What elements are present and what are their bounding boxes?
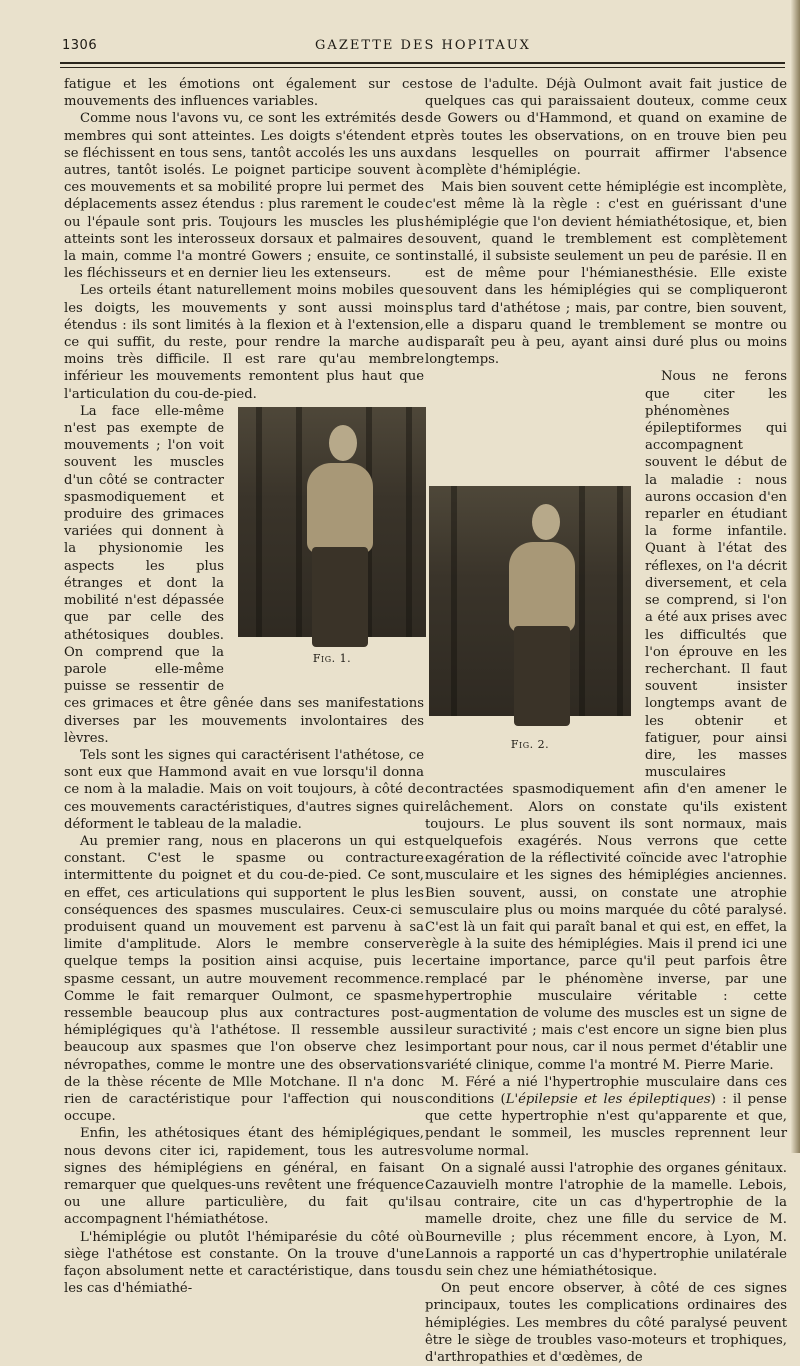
right-column xyxy=(425,76,787,1366)
text: ) : il pense que cette hypertrophie n'est qu'apparente et que, pendant le sommeil, les muscles reprennent leur volume normal. xyxy=(425,1091,787,1159)
header-rule-thin xyxy=(60,67,785,68)
paragraph: L'hémiplégie ou plutôt l'hémiparésie du côté où siège l'athétose est constante. On la trouve d'une façon absolument nette et caractéristique, dans tous les cas d'hémiathé- xyxy=(64,1229,424,1297)
paragraph: Comme nous l'avons vu, ce sont les extrémités des membres qui sont atteintes. Les doigts s'étendent et se fléchissent en tous sens, tantôt accolés les uns aux autres, tantôt isolés. Le poignet participe souvent à ces mouvements et sa mobilité propre lui permet des déplacements assez étendus : plus rarement le coude ou l'épaule sont pris. Toujours les muscles les plus atteints sont les interosseux dorsaux et palmaires de la main, comme l'a montré Gowers ; ensuite, ce sont les fléchisseurs et en dernier lieu les extenseurs. xyxy=(64,111,424,282)
paragraph: fatigue et les émotions ont également sur ces mouvements des influences variables. xyxy=(64,77,424,110)
journal-title: GAZETTE DES HOPITAUX xyxy=(315,38,531,53)
figure-2 xyxy=(425,486,635,761)
book-title: L'épilepsie et les épileptiques xyxy=(505,1091,711,1107)
figure-2-caption: Fig. 2. xyxy=(510,738,550,752)
page-number: 1306 xyxy=(62,38,98,53)
figure-1 xyxy=(234,407,430,675)
paragraph: Nous ne ferons que citer les phénomènes épileptiformes qui accompagnent souvent le début de la maladie : nous aurons occasion d'en reparler en étudiant la forme infantile. Quant à l'état des réflexes, on l'a décrit diversement, et cela se comprend, si l'on a été aux prises avec les difficultés que l'on éprouve en les recherchant. Il faut souvent insister longtemps avant de les obtenir et fatiguer, pour ainsi dire, les masses musculaires contractées spasmodiquement afin d'en amener le relâchement. Alors on constate qu'ils existent toujours. Le plus souvent ils sont normaux, mais quelquefois exagérés. Nous verrons que cette exagération de la réflectivité coïncide avec l'atrophie musculaire et les signes des hémiplégies anciennes. Bien souvent, aussi, on constate une atrophie musculaire plus ou moins marquée du côté paralysé. C'est là un fait qui paraît banal et qui est, en effet, la règle à la suite des hémiplégies. Mais il prend ici une certaine importance, parce qu'il peut parfois être remplacé par le phénomène inverse, par une hypertrophie musculaire véritable : cette augmentation de volume des muscles est un signe de leur suractivité ; mais c'est encore un signe bien plus important pour nous, car il nous permet d'établir une variété clinique, comme l'a montré M. Pierre Marie. xyxy=(425,369,787,1073)
page-edge xyxy=(790,0,800,1153)
paragraph: Tels sont les signes qui caractérisent l'athétose, ce sont eux que Hammond avait en vue lorsqu'il donna ce nom à la maladie. Mais on voit toujours, à côté de ces mouvements caractéristiques, d'autres signes qui déforment le tableau de la maladie. xyxy=(64,747,424,832)
paragraph: On peut encore observer, à côté de ces signes principaux, toutes les complications ordinaires des hémiplégies. Les membres du côté paralysé peuvent être le siège de troubles vaso-moteurs et trophiques, d'arthropathies et d'œdèmes, de xyxy=(425,1281,787,1366)
paragraph: On a signalé aussi l'atrophie des organes génitaux. Cazauvielh montre l'atrophie de la mamelle. Lebois, au contraire, cite un cas d'hypertrophie de la mamelle droite, chez une fille du service de M. Bourneville ; plus récemment encore, à Lyon, M. Lannois a rapporté un cas d'hypertrophie unilatérale du sein chez une hémiathétosique. xyxy=(425,1160,787,1280)
left-column xyxy=(64,76,424,1297)
figure-1-photo xyxy=(238,407,426,637)
paragraph: Mais bien souvent cette hémiplégie est incomplète, c'est même là la règle : c'est en guérissant d'une hémiplégie que l'on devient hémiathétosique, et, bien souvent, quand le tremblement est complètement installé, il subsiste seulement un peu de parésie. Il en est de même pour l'hémianesthésie. Elle existe souvent dans les hémiplégies qui se compliqueront plus tard d'athétose ; mais, par contre, bien souvent, elle a disparu quand le tremblement se montre ou disparaît peu à peu, ayant ainsi duré plus ou moins longtemps. xyxy=(425,180,787,368)
paragraph xyxy=(425,1074,787,1160)
paragraph: Au premier rang, nous en placerons un qui est constant. C'est le spasme ou contracture intermittente du poignet et du cou-de-pied. Ce sont, en effet, ces articulations qui supportent le plus les conséquences des spasmes musculaires. Ceux-ci se produisent quand un mouvement est parvenu à sa limite d'amplitude. Alors le membre conserve quelque temps la position ainsi acquise, puis le spasme cessant, un autre mouvement recommence. Comme le fait remarquer Oulmont, ce spasme ressemble beaucoup plus aux contractures post-hémiplégiques qu'à l'athétose. Il ressemble aussi beaucoup aux spasmes que l'on observe chez les névropathes, comme le montre une des observations de la thèse récente de Mlle Motchane. Il n'a donc rien de caractéristique pour l'affection qui nous occupe. xyxy=(64,833,424,1125)
running-header xyxy=(60,38,786,58)
figure-2-photo xyxy=(429,486,631,716)
paragraph: Enfin, les athétosiques étant des hémiplégiques, nous devons citer ici, rapidement, tous les autres signes des hémiplégiens en général, en faisant remarquer que quelques-uns revêtent une fréquence ou une allure particulière, du fait qu'ils accompagnent l'hémiathétose. xyxy=(64,1126,424,1228)
text: M. Féré a nié l'hypertrophie musculaire dans ces conditions ( xyxy=(425,1074,787,1107)
paragraph: tose de l'adulte. Déjà Oulmont avait fait justice de quelques cas qui paraissaient douteux, comme ceux de Gowers ou d'Hammond, et quand on examine de près toutes les observations, on en trouve bien peu dans lesquelles on pourrait affirmer l'absence complète d'hémiplégie. xyxy=(425,77,787,179)
paragraph: Les orteils étant naturellement moins mobiles que les doigts, les mouvements y sont aussi moins étendus : ils sont limités à la flexion et à l'extension, ce qui suffit, du reste, pour rendre la marche au moins très difficile. Il est rare qu'au membre inférieur les mouvements remontent plus haut que l'articulation du cou-de-pied. xyxy=(64,283,424,402)
paragraph: La face elle-même n'est pas exempte de mouvements ; l'on voit souvent les muscles d'un côté se contracter spasmodiquement et produire des grimaces variées qui donnent à la physionomie les aspects les plus étranges et dont la mobilité n'est dépassée que par celle des athétosiques doubles. On comprend que la parole elle-même puisse se ressentir de ces grimaces et être gênée dans ses manifestations diverses par les mouvements involontaires des lèvres. xyxy=(64,403,424,746)
figure-1-caption: Fig. 1. xyxy=(312,651,352,665)
header-rule-thick xyxy=(60,62,785,64)
